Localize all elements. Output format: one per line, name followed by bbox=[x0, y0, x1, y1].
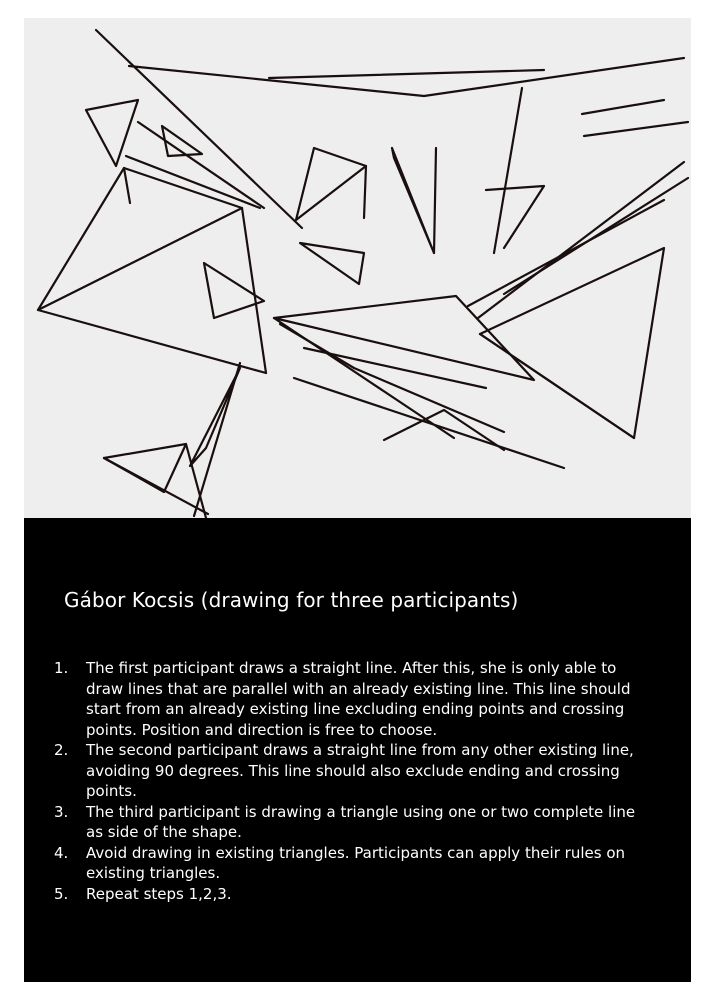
rule-item-5 bbox=[54, 884, 654, 905]
rule-number: 5. bbox=[54, 884, 69, 903]
rule-item-2 bbox=[54, 740, 654, 802]
rule-item-1 bbox=[54, 658, 654, 740]
rule-text: The second participant draws a straight line from any other existing line, avoiding 90 degrees. This line should also exclude ending and crossing points. bbox=[86, 741, 634, 800]
rule-item-4 bbox=[54, 843, 654, 884]
rule-number: 3. bbox=[54, 802, 69, 821]
line-drawing-artwork bbox=[24, 18, 691, 518]
rule-text: Repeat steps 1,2,3. bbox=[86, 884, 232, 903]
line-drawing-photo bbox=[24, 18, 691, 518]
rule-number: 1. bbox=[54, 659, 69, 677]
caption-panel bbox=[24, 518, 691, 982]
rule-number: 2. bbox=[54, 741, 69, 759]
rule-item-3 bbox=[54, 802, 654, 843]
rule-text: Avoid drawing in existing triangles. Participants can apply their rules on existing triangles. bbox=[86, 843, 625, 882]
rule-text: The first participant draws a straight line. After this, she is only able to draw lines that are parallel with an already existing line. This line should start from an already existing line excluding ending points and crossing points. Position and direction is free to choose. bbox=[86, 659, 631, 739]
rules-list bbox=[54, 658, 654, 904]
artwork-title: Gábor Kocsis (drawing for three participants) bbox=[64, 588, 519, 612]
rule-number: 4. bbox=[54, 843, 69, 862]
rule-text: The third participant is drawing a triangle using one or two complete line as side of the shape. bbox=[86, 802, 636, 841]
